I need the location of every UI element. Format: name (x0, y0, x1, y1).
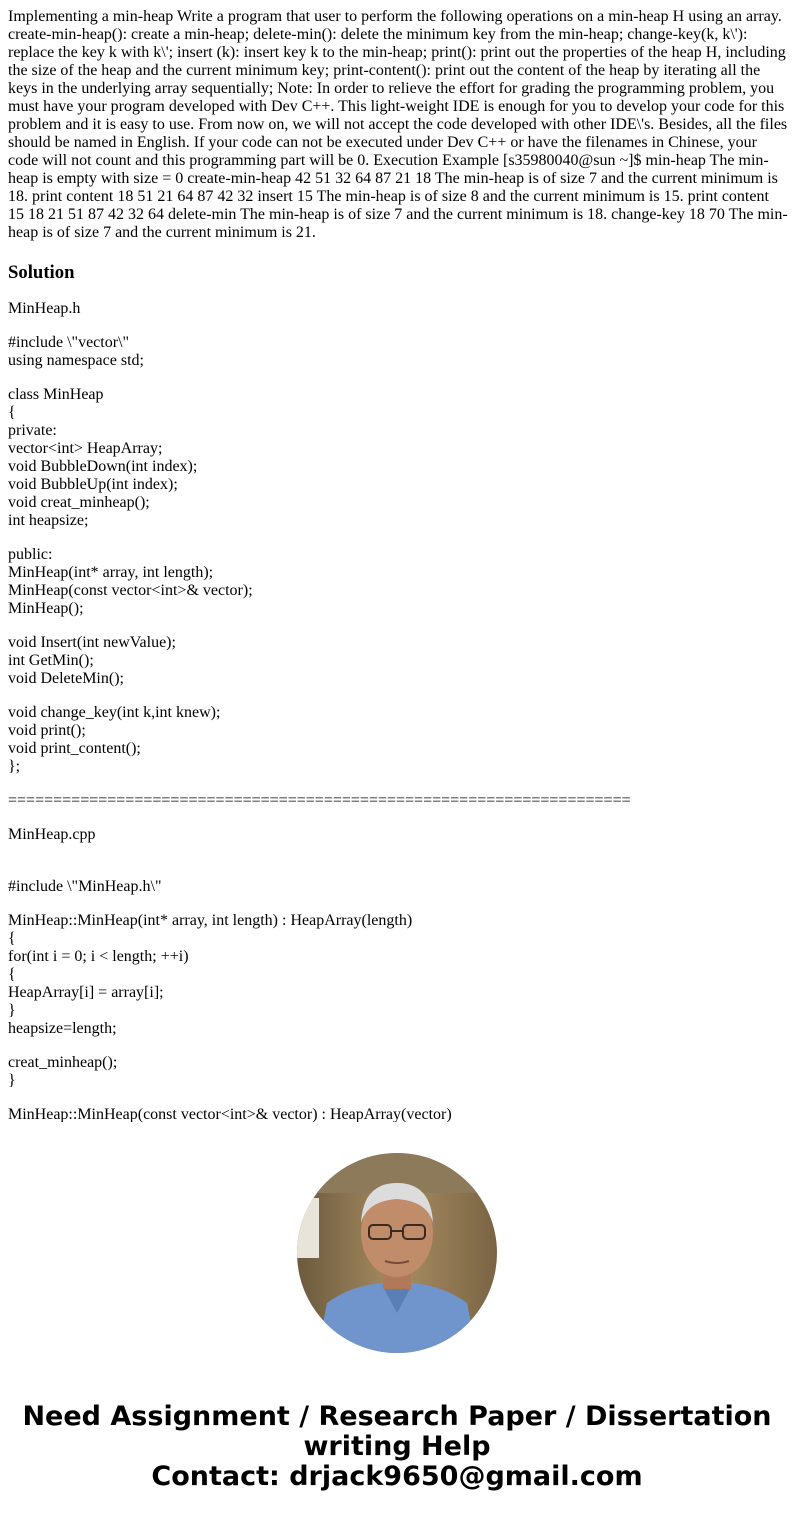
file-name-cpp: MinHeap.cpp (8, 826, 96, 843)
code-line: heapsize=length; (8, 1020, 117, 1037)
code-line: #include \"MinHeap.h\" (8, 878, 162, 895)
code-line: public: (8, 546, 53, 563)
code-line: { (8, 930, 16, 947)
code-line: void print(); (8, 722, 86, 739)
code-block (8, 1106, 788, 1122)
code-line: void print_content(); (8, 740, 141, 757)
code-block (8, 912, 788, 1038)
code-line: void creat_minheap(); (8, 494, 150, 511)
code-line: using namespace std; (8, 352, 144, 369)
code-line: vector<int> HeapArray; (8, 440, 163, 457)
code-line: class MinHeap (8, 386, 104, 403)
header-code (8, 334, 788, 776)
banner-line-2: writing Help (303, 1431, 491, 1462)
code-block (8, 386, 788, 530)
question-text: Implementing a min-heap Write a program that user to perform the following operations on a min-heap H using an array. create-min-heap(): create a min-heap; delete-min(): delete the minimum key from the min-heap; change-key(k, k\'): replace the key k with k\'; insert (k): insert key k to the min-heap; print(): print out the properties of the heap H, including the size of the heap and the current minimum key; print-content(): print out the content of the heap by iterating all the keys in the underlying array sequentially; Note: In order to relieve the effort for grading the programming problem, you must have your program developed with Dev C++. This light-weight IDE is enough for you to develop your code for this problem and it is easy to use. From now on, we will not accept the code developed with other IDE\'s. Besides, all the files should be named in English. If your code can not be executed under Dev C++ or have the filenames in Chinese, your code will not count and this programming part will be 0. Execution Example [s35980040@sun ~]$ min-heap The min-heap is empty with size = 0 create-min-heap 42 51 32 64 87 21 18 The min-heap is of size 7 and the current minimum is 18. print content 18 51 21 64 87 42 32 insert 15 The min-heap is of size 8 and the current minimum is 15. print content 15 18 21 51 87 42 32 64 delete-min The min-heap is of size 7 and the current minimum is 18. change-key 18 70 The min-heap is of size 7 and the current minimum is 21. (8, 8, 788, 241)
code-line: void BubbleDown(int index); (8, 458, 198, 475)
code-block (8, 634, 788, 688)
person-photo-icon (297, 1153, 497, 1353)
code-line: MinHeap(int* array, int length); (8, 564, 214, 581)
document-content (8, 8, 788, 1122)
code-line: private: (8, 422, 57, 439)
code-line: }; (8, 758, 21, 775)
code-line: void Insert(int newValue); (8, 634, 176, 651)
file-name-header: MinHeap.h (8, 300, 81, 317)
code-line: for(int i = 0; i < length; ++i) (8, 948, 189, 965)
solution-heading: Solution (8, 262, 75, 283)
contact-banner (0, 1402, 794, 1492)
code-line: { (8, 966, 16, 983)
code-line: int GetMin(); (8, 652, 94, 669)
code-block (8, 1054, 788, 1090)
code-block (8, 334, 788, 370)
code-line: MinHeap::MinHeap(int* array, int length) : HeapArray(length) (8, 912, 413, 929)
code-line: #include \"vector\" (8, 334, 130, 351)
code-line: creat_minheap(); (8, 1054, 118, 1071)
code-line: MinHeap(const vector<int>& vector); (8, 582, 253, 599)
code-block (8, 878, 788, 896)
code-line: MinHeap::MinHeap(const vector<int>& vector) : HeapArray(vector) (8, 1106, 452, 1122)
code-line: int heapsize; (8, 512, 89, 529)
code-line: } (8, 1072, 16, 1089)
cpp-code (8, 878, 788, 1122)
banner-contact: Contact: drjack9650@gmail.com (151, 1461, 643, 1492)
code-block (8, 546, 788, 618)
code-line: HeapArray[i] = array[i]; (8, 984, 164, 1001)
banner-line-1: Need Assignment / Research Paper / Dissertation (22, 1401, 772, 1432)
code-block (8, 704, 788, 776)
code-line: void change_key(int k,int knew); (8, 704, 221, 721)
code-line: } (8, 1002, 16, 1019)
code-line: void DeleteMin(); (8, 670, 124, 687)
separator-line: ===================================================================== (8, 792, 631, 809)
code-line: MinHeap(); (8, 600, 84, 617)
author-photo (297, 1153, 497, 1353)
code-line: void BubbleUp(int index); (8, 476, 178, 493)
code-line: { (8, 404, 16, 421)
